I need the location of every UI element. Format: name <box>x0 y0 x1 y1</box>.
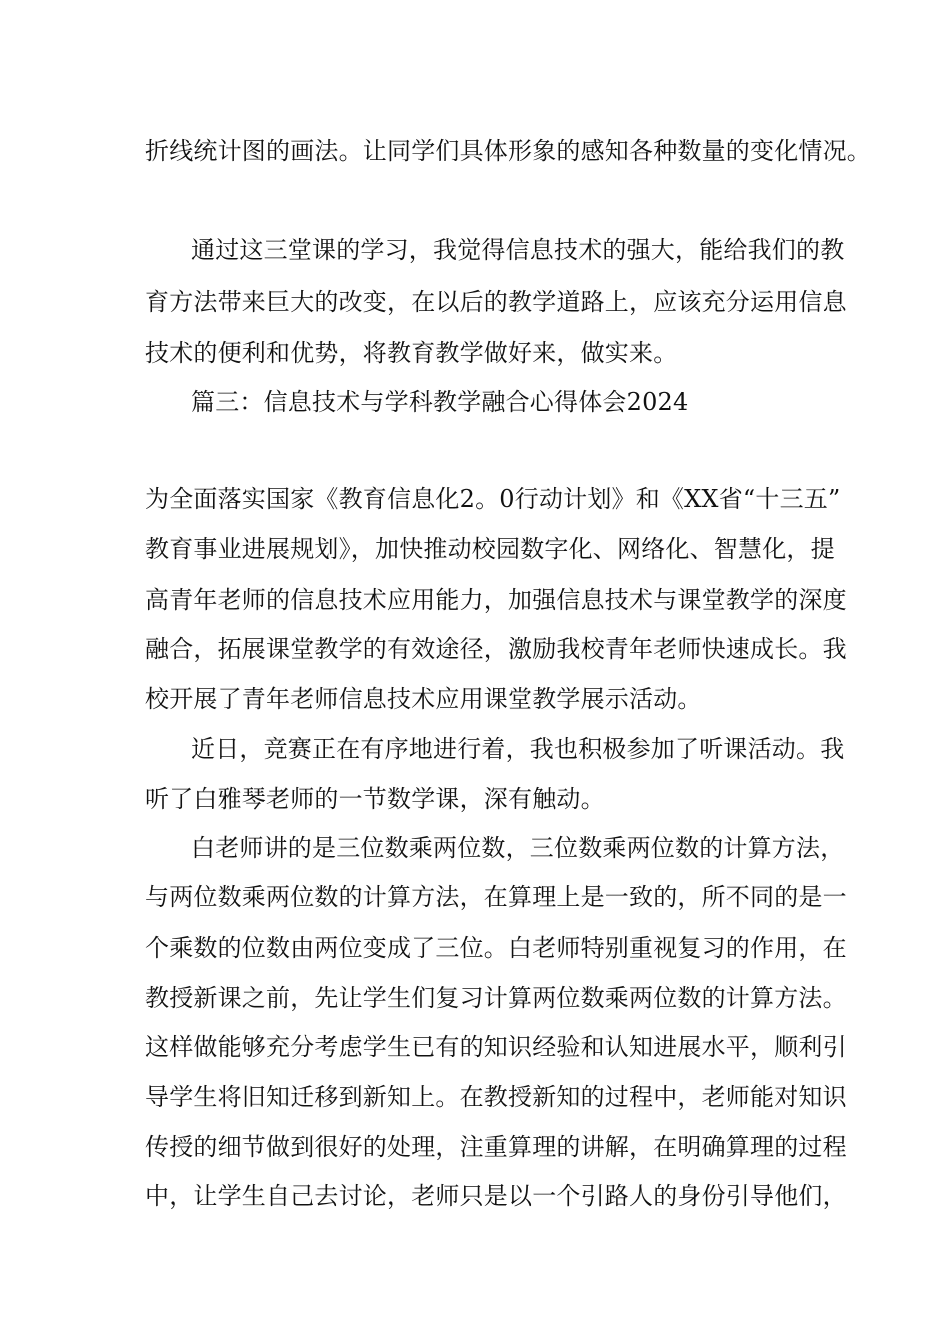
paragraph-line: 这样做能够充分考虑学生已有的知识经验和认知进展水平，顺利引 <box>145 1033 847 1061</box>
paragraph-line: 教育事业进展规划》，加快推动校园数字化、网络化、智慧化，提 <box>145 535 835 563</box>
paragraph-line: 折线统计图的画法。让同学们具体形象的感知各种数量的变化情况。 <box>145 137 871 165</box>
paragraph-line: 近日，竞赛正在有序地进行着，我也积极参加了听课活动。我 <box>191 735 845 763</box>
paragraph-line: 技术的便利和优势，将教育教学做好来，做实来。 <box>145 339 678 367</box>
paragraph-line: 高青年老师的信息技术应用能力，加强信息技术与课堂教学的深度 <box>145 586 847 614</box>
paragraph-line: 听了白雅琴老师的一节数学课，深有触动。 <box>145 785 605 813</box>
paragraph-line: 个乘数的位数由两位变成了三位。白老师特别重视复习的作用，在 <box>145 934 847 962</box>
paragraph-line: 育方法带来巨大的改变，在以后的教学道路上，应该充分运用信息 <box>145 288 847 316</box>
paragraph-line: 白老师讲的是三位数乘两位数，三位数乘两位数的计算方法， <box>191 834 845 862</box>
paragraph-line: 通过这三堂课的学习，我觉得信息技术的强大，能给我们的教 <box>191 236 845 264</box>
paragraph-line: 教授新课之前，先让学生们复习计算两位数乘两位数的计算方法。 <box>145 984 847 1012</box>
paragraph-line: 传授的细节做到很好的处理，注重算理的讲解，在明确算理的过程 <box>145 1133 847 1161</box>
paragraph-line: 为全面落实国家《教育信息化2。0行动计划》和《XX省“十三五” <box>145 485 841 513</box>
paragraph-line: 中，让学生自己去讨论，老师只是以一个引路人的身份引导他们， <box>145 1182 847 1210</box>
paragraph-line: 导学生将旧知迁移到新知上。在教授新知的过程中，老师能对知识 <box>145 1083 847 1111</box>
section-heading: 篇三：信息技术与学科教学融合心得体会2024 <box>191 388 689 416</box>
paragraph-line: 校开展了青年老师信息技术应用课堂教学展示活动。 <box>145 685 702 713</box>
paragraph-line: 融合，拓展课堂教学的有效途径，激励我校青年老师快速成长。我 <box>145 635 847 663</box>
paragraph-line: 与两位数乘两位数的计算方法，在算理上是一致的，所不同的是一 <box>145 883 847 911</box>
